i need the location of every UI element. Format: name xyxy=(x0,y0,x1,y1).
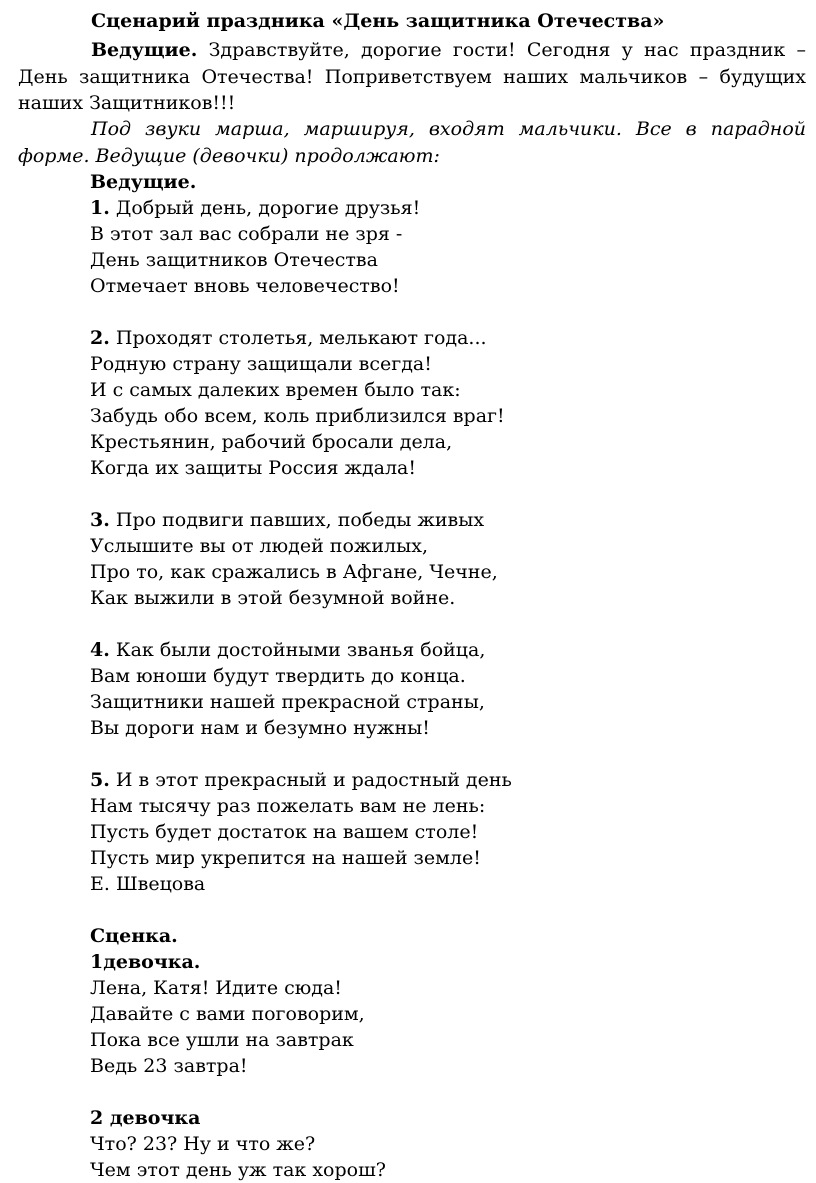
scene-speaker: 2 девочка xyxy=(90,1107,201,1129)
verse-number: 2. xyxy=(90,327,110,349)
verse-line: Вам юноши будут твердить до конца. xyxy=(90,665,466,687)
stage-direction-text: Под звуки марша, маршируя, входят мальчики. Все в парадной форме. Ведущие (девочки) продолжают: xyxy=(18,118,806,167)
blank-line xyxy=(90,299,790,325)
verse-line: 4. Как были достойными званья бойца, xyxy=(90,639,486,661)
scene-line: Пока все ушли на завтрак xyxy=(90,1029,354,1051)
verse-line: В этот зал вас собрали не зря - xyxy=(90,223,403,245)
verse-line: День защитников Отечества xyxy=(90,249,378,271)
scene-line: Давайте с вами поговорим, xyxy=(90,1003,365,1025)
verse-number: 5. xyxy=(90,769,110,791)
verse-line: 5. И в этот прекрасный и радостный день xyxy=(90,769,512,791)
verse-line: Когда их защиты Россия ждала! xyxy=(90,457,417,479)
hosts-verses xyxy=(90,169,790,1183)
verse-line: Нам тысячу раз пожелать вам не лень: xyxy=(90,795,486,817)
verse-number: 4. xyxy=(90,639,110,661)
verse-line: Про то, как сражались в Афгане, Чечне, xyxy=(90,561,498,583)
verse-line: Пусть мир укрепится на нашей земле! xyxy=(90,847,481,869)
verse-line: Крестьянин, рабочий бросали дела, xyxy=(90,431,453,453)
intro-text: Здравствуйте, дорогие гости! Сегодня у нас праздник – День защитника Отечества! Поприветствуем наших мальчиков – будущих наших Защитников!!! xyxy=(18,39,807,114)
blank-line xyxy=(90,1079,790,1105)
verse-line: Родную страну защищали всегда! xyxy=(90,353,432,375)
verse-line: Отмечает вновь человечество! xyxy=(90,275,400,297)
verse-line: Защитники нашей прекрасной страны, xyxy=(90,691,485,713)
verse-line: Пусть будет достаток на вашем столе! xyxy=(90,821,479,843)
verse-line: Услышите вы от людей пожилых, xyxy=(90,535,428,557)
blank-line xyxy=(90,481,790,507)
verse-number: 3. xyxy=(90,509,110,531)
scene-line: Лена, Катя! Идите сюда! xyxy=(90,977,342,999)
verse-line: И с самых далеких времен было так: xyxy=(90,379,461,401)
verse-line: Вы дороги нам и безумно нужны! xyxy=(90,717,430,739)
blank-line xyxy=(90,897,790,923)
intro-paragraph xyxy=(18,37,806,117)
scene-line: Чем этот день уж так хорош? xyxy=(90,1159,386,1181)
stage-direction xyxy=(18,116,806,169)
scene-speaker: 1девочка. xyxy=(90,951,201,973)
blank-line xyxy=(90,741,790,767)
verse-line: Забудь обо всем, коль приблизился враг! xyxy=(90,405,505,427)
verse-line: Как выжили в этой безумной войне. xyxy=(90,587,456,609)
intro-speaker: Ведущие. xyxy=(91,39,198,61)
scene-line: Ведь 23 завтра! xyxy=(90,1055,248,1077)
page-title: Сценарий праздника «День защитника Отечества» xyxy=(91,10,665,32)
verse-line: 1. Добрый день, дорогие друзья! xyxy=(90,197,421,219)
verse-line: 2. Проходят столетья, мелькают года... xyxy=(90,327,487,349)
verse-author: Е. Швецова xyxy=(90,873,206,895)
verse-line: 3. Про подвиги павших, победы живых xyxy=(90,509,485,531)
blank-line xyxy=(90,611,790,637)
verse-number: 1. xyxy=(90,197,110,219)
scene-heading: Сценка. xyxy=(90,925,178,947)
scene-line: Что? 23? Ну и что же? xyxy=(90,1133,316,1155)
hosts-label: Ведущие. xyxy=(90,171,197,193)
